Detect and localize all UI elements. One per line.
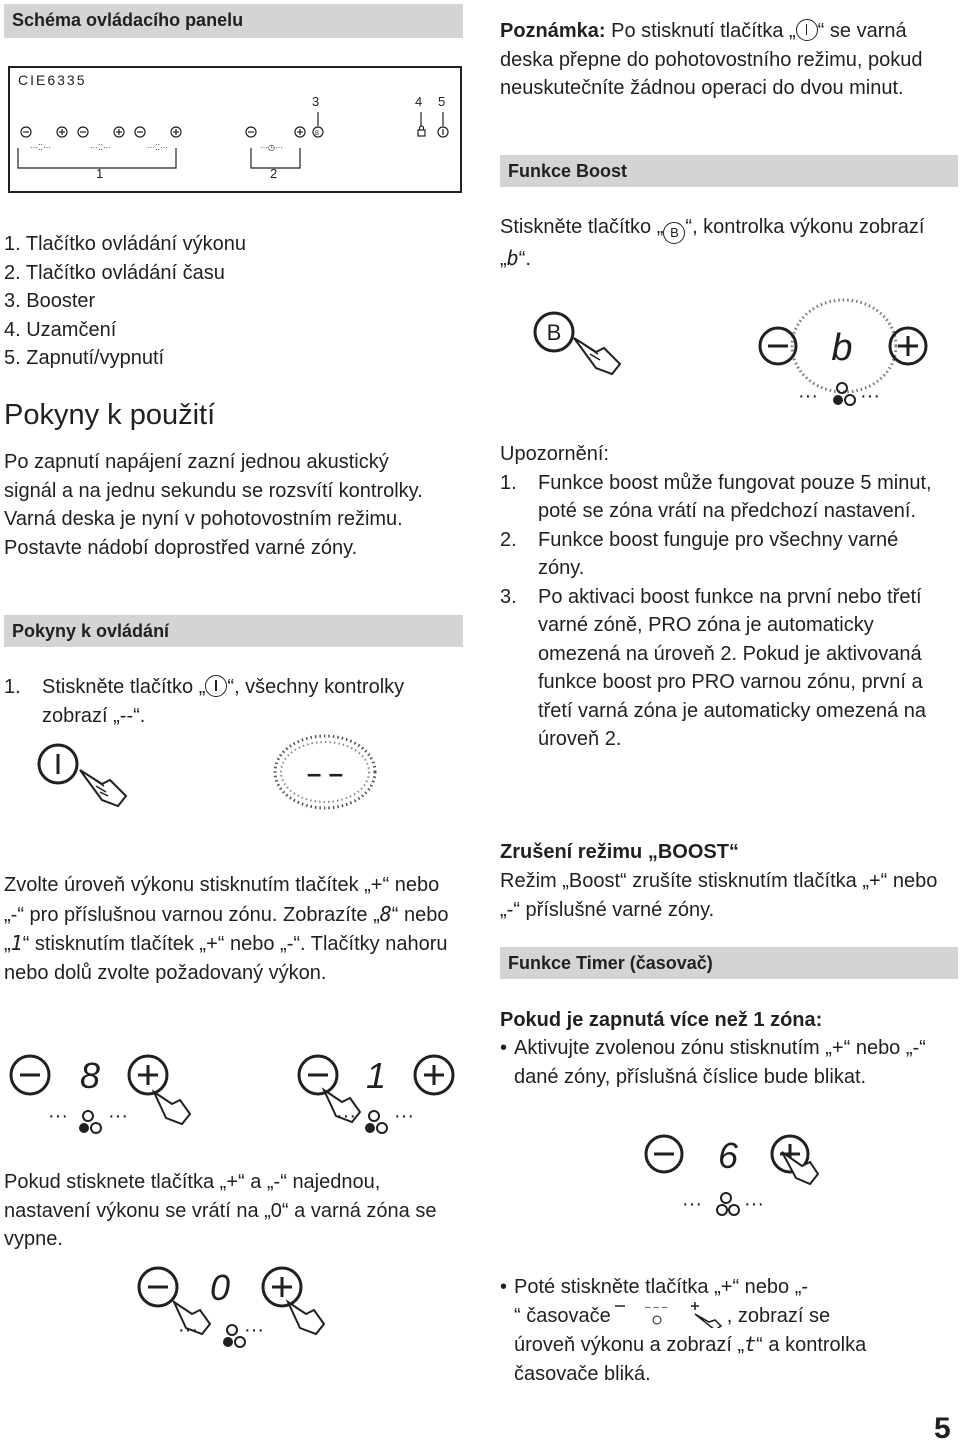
controls-bar-label: Pokyny k ovládání [12,621,170,641]
svg-text:···: ··· [798,385,818,407]
warning-heading: Upozornění: [500,443,609,465]
svg-text:···: ··· [48,1105,68,1127]
display-dashes-illustration [270,732,380,812]
legend-list [4,230,464,373]
callout-2: 2 [270,166,278,181]
boost-bar-label: Funkce Boost [508,161,628,181]
bullet-dot: • [500,1276,508,1298]
boost-bar [500,155,958,187]
bullet2-text-c: , zobrazí se [726,1304,831,1327]
legend-item: 1. Tlačítko ovládání výkonu [4,233,246,255]
boost-text [500,213,940,274]
boost-text-c: “. [518,248,531,270]
note-text-a: Po stisknutí tlačítka „ [605,20,796,42]
level-text-3: “ stisknutím tlačítek „+“ nebo „-“. Tlačítky nahoru nebo dolů zvolte požadovaný výkon. [4,933,448,984]
usage-heading: Pokyny k použití [4,399,216,431]
cancel-heading: Zrušení režimu „BOOST“ [500,841,739,863]
level-text-2: “ nebo „ [4,903,449,955]
boost-display-illustration [756,296,936,416]
svg-text:···⁚⁚···: ···⁚⁚··· [147,143,169,152]
svg-text:···: ··· [108,1105,128,1127]
panel-model: CIE6335 [18,72,87,88]
seg-letter-b: b [506,246,519,270]
warning-item: 3. Po aktivaci boost funkce na první nebo třetí varné zóně, PRO zóna je automaticky omezená na úroveň 2. Pokud je aktivovaná funkce boost pro PRO varnou zónu, první a třetí varná zóna je automaticky omezená na úroveň 2. [500,585,926,750]
power-icon [205,675,227,697]
svg-text:···⁚⁚···: ···⁚⁚··· [30,143,52,152]
svg-text:– – –: – – – [644,1301,667,1313]
display-1: 1 [365,1055,387,1096]
timer-display-illustration [642,1130,822,1220]
power-press-illustration [36,740,136,810]
booster-icon: B [663,222,685,244]
warning-block [500,440,945,754]
legend-item: 3. Booster [4,290,96,312]
level-text-1: Zvolte úroveň výkonu stisknutím tlačítek „+“ nebo „-“ pro příslušnou varnou zónu. Zobrazíte „ [4,874,440,926]
page-number: 5 [934,1412,951,1445]
timer-bar [500,947,958,979]
svg-text:···: ··· [860,385,880,407]
panel-buttons-svg [10,68,460,191]
usage-text: Po zapnutí napájení zazní jednou akustický signál a na jednu sekundu se rozsvítí kontrolky. Varná deska je nyní v pohotovostním režimu. Postavte nádobí doprostřed varné zóny. [4,451,423,559]
bullet-list-1 [500,1034,945,1091]
power-icon [796,19,818,41]
svg-text:···: ··· [244,1319,264,1341]
callout-5: 5 [438,94,446,109]
display-dashes: – – [306,758,344,788]
controls-bar [4,615,463,647]
step1-text-a: Stiskněte tlačítko „ [42,676,206,698]
timer-bar-label: Funkce Timer (časovač) [508,953,713,973]
svg-text:···: ··· [394,1105,414,1127]
seg-digit-1: 1 [10,931,23,955]
bullet2-text-d: úroveň výkonu a zobrazí „ [514,1334,745,1356]
svg-text:···: ··· [336,1105,356,1127]
bullet2-text-a: Poté stiskněte tlačítka „+“ nebo „- [514,1276,809,1298]
legend-item: 2. Tlačítko ovládání času [4,261,225,284]
display-6: 6 [717,1135,739,1176]
control-panel-diagram [8,66,462,193]
svg-text:···: ··· [682,1193,702,1215]
display-0: 0 [209,1267,231,1308]
svg-text:···◷···: ···◷··· [260,143,283,152]
callout-3: 3 [312,94,320,109]
boost-press-illustration [532,310,632,380]
boost-text-b: “, kontrolka výkonu zobrazí „ [500,216,925,270]
multi-zone-heading: Pokud je zapnutá více než 1 zóna: [500,1009,823,1031]
step1-number: 1. [4,676,21,698]
level-8-illustration [4,1050,194,1140]
note-text [500,17,940,103]
svg-text:···: ··· [178,1319,198,1341]
b-button-letter: B [546,320,562,345]
cancel-text: Režim „Boost“ zrušíte stisknutím tlačítka „+“ nebo „-“ příslušné varné zóny. [500,870,938,921]
schema-title-bar [4,4,463,38]
svg-text:···: ··· [744,1193,764,1215]
bullet2-text-e: “ a kontrolka časovače bliká. [514,1334,867,1385]
seg-letter-t: t [744,1332,757,1356]
bullet-item-2 [500,1273,950,1388]
warning-item: 2. Funkce boost funguje pro všechny varné zóny. [500,528,899,579]
bullet-item: • Aktivujte zvolenou zónu stisknutím „+“ nebo „-“ dané zóny, příslušná číslice bude blikat. [500,1034,945,1091]
callout-1: 1 [96,166,104,181]
display-b: b [831,327,853,369]
legend-item: 4. Uzamčení [4,318,117,341]
step1-text-b: “, všechny kontrolky zobrazí „--“. [42,676,405,727]
level-0-illustration [134,1262,334,1352]
display-8: 8 [79,1055,101,1096]
legend-item: 5. Zapnutí/vypnutí [4,347,165,369]
seg-digit-8: 8 [379,901,392,926]
level-1-illustration [296,1050,466,1140]
svg-text:B: B [315,131,320,137]
warning-item: 1. Funkce boost může fungovat pouze 5 minut, poté se zóna vrátí na předchozí nastavení. [500,471,932,522]
note-text-b: “ se varná deska přepne do pohotovostního režimu, pokud neuskutečníte žádnou operaci do dvou minut. [500,20,923,99]
schema-title: Schéma ovládacího panelu [12,10,244,30]
reset-text: Pokud stisknete tlačítka „+“ a „-“ najednou, nastavení výkonu se vrátí na „0“ a varná zóna se vypne. [4,1171,437,1250]
step1 [4,673,434,730]
note-label: Poznámka: [500,20,606,42]
timer-buttons-icon [611,1302,727,1328]
bullet2-text-b: “ časovače [514,1304,611,1327]
boost-text-a: Stiskněte tlačítko „ [500,216,664,238]
callout-4: 4 [415,94,423,109]
level-text [4,871,454,987]
svg-text:···⁚⁚···: ···⁚⁚··· [90,143,112,152]
